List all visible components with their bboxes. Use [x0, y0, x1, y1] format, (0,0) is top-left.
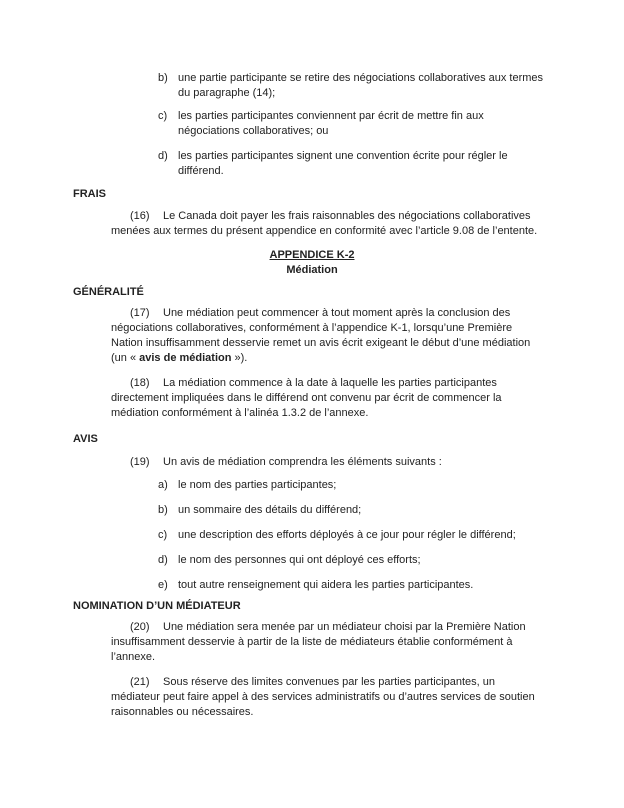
- paragraph-line: [111, 620, 526, 635]
- paragraph-19: [111, 455, 442, 470]
- list-item-line: [158, 109, 484, 124]
- paragraph-line: Nation insuffisamment desservie remet un avis écrit exigeant le début d’une médiation: [111, 337, 531, 349]
- list-item-line: [158, 528, 516, 543]
- list-item: [158, 478, 336, 493]
- paragraph-18: [111, 376, 502, 421]
- list-item-text: une description des efforts déployés à ce jour pour régler le différend;: [178, 529, 516, 541]
- list-item-label: c): [158, 529, 168, 541]
- appendix-title: APPENDICE K-2: [269, 249, 355, 261]
- paragraph-text: Sous réserve des limites convenues par les parties participantes, un: [163, 676, 496, 688]
- section-heading-generalite: GÉNÉRALITÉ: [73, 286, 144, 298]
- paragraph-16: [111, 209, 537, 239]
- list-item-line: [158, 503, 361, 518]
- list-item-text: les parties participantes conviennent par écrit de mettre fin aux: [178, 110, 484, 122]
- list-item-label: c): [158, 110, 168, 122]
- paragraph-text: (un «: [111, 352, 140, 364]
- list-item-line: [158, 578, 473, 593]
- list-item-text: un sommaire des détails du différend;: [178, 504, 362, 516]
- paragraph-number: (18): [130, 377, 150, 389]
- list-item: [158, 149, 508, 179]
- paragraph-text: »).: [231, 352, 248, 364]
- list-item-text: les parties participantes signent une convention écrite pour régler le: [178, 150, 508, 162]
- paragraph-line: médiateur peut faire appel à des services administratifs ou d’autres services de soutien: [111, 691, 535, 703]
- paragraph-text: Une médiation peut commencer à tout moment après la conclusion des: [163, 307, 511, 319]
- list-item-label: b): [158, 504, 168, 516]
- defined-term: avis de médiation: [139, 352, 232, 364]
- list-item-text: le nom des parties participantes;: [178, 479, 337, 491]
- list-item: [158, 71, 543, 101]
- list-item-line: [158, 553, 421, 568]
- list-item-line: [158, 71, 543, 86]
- paragraph-line: [111, 675, 535, 690]
- list-item-label: b): [158, 72, 168, 84]
- appendix-subtitle: Médiation: [286, 264, 338, 276]
- paragraph-line: raisonnables ou nécessaires.: [111, 706, 254, 718]
- list-item-line: [158, 149, 508, 164]
- paragraph-number: (16): [130, 210, 150, 222]
- list-item-label: a): [158, 479, 168, 491]
- list-item: [158, 109, 484, 139]
- list-item-line: du paragraphe (14);: [178, 87, 276, 99]
- paragraph-20: [111, 620, 526, 665]
- paragraph-line: médiation conformément à l’alinéa 1.3.2 de l’annexe.: [111, 407, 369, 419]
- list-item-label: d): [158, 554, 168, 566]
- paragraph-line: [111, 376, 502, 391]
- section-heading-nomination: NOMINATION D’UN MÉDIATEUR: [73, 600, 241, 612]
- paragraph-line: menées aux termes du présent appendice en conformité avec l’article 9.08 de l’entente.: [111, 225, 538, 237]
- list-item-line: négociations collaboratives; ou: [178, 125, 329, 137]
- list-item: [158, 578, 473, 593]
- paragraph-number: (17): [130, 307, 150, 319]
- paragraph-17: [111, 306, 530, 366]
- paragraph-line: insuffisamment desservie à partir de la liste de médiateurs établie conformément à: [111, 636, 513, 648]
- paragraph-text: Un avis de médiation comprendra les éléments suivants :: [163, 456, 442, 468]
- list-item-label: e): [158, 579, 168, 591]
- paragraph-text: La médiation commence à la date à laquelle les parties participantes: [163, 377, 497, 389]
- list-item-line: [158, 478, 336, 493]
- paragraph-line: l’annexe.: [111, 651, 156, 663]
- paragraph-line: [111, 455, 442, 470]
- paragraph-line: [111, 209, 537, 224]
- list-item-text: tout autre renseignement qui aidera les parties participantes.: [178, 579, 474, 591]
- list-item-text: le nom des personnes qui ont déployé ces efforts;: [178, 554, 421, 566]
- paragraph-21: [111, 675, 535, 720]
- paragraph-text: Une médiation sera menée par un médiateur choisi par la Première Nation: [163, 621, 526, 633]
- paragraph-text: Le Canada doit payer les frais raisonnables des négociations collaboratives: [163, 210, 531, 222]
- section-heading-frais: FRAIS: [73, 188, 106, 200]
- appendix-title-block: [0, 248, 624, 278]
- paragraph-line: [111, 351, 530, 366]
- list-item: [158, 528, 516, 543]
- list-item-text: une partie participante se retire des négociations collaboratives aux termes: [178, 72, 544, 84]
- list-item-line: différend.: [178, 165, 224, 177]
- paragraph-number: (20): [130, 621, 150, 633]
- paragraph-line: [111, 306, 530, 321]
- paragraph-number: (19): [130, 456, 150, 468]
- list-item: [158, 553, 421, 568]
- paragraph-line: négociations collaboratives, conformément à l’appendice K-1, lorsqu’une Première: [111, 322, 513, 334]
- paragraph-line: directement impliquées dans le différend ont convenu par écrit de commencer la: [111, 392, 502, 404]
- paragraph-number: (21): [130, 676, 150, 688]
- list-item-label: d): [158, 150, 168, 162]
- section-heading-avis: AVIS: [73, 433, 98, 445]
- list-item: [158, 503, 361, 518]
